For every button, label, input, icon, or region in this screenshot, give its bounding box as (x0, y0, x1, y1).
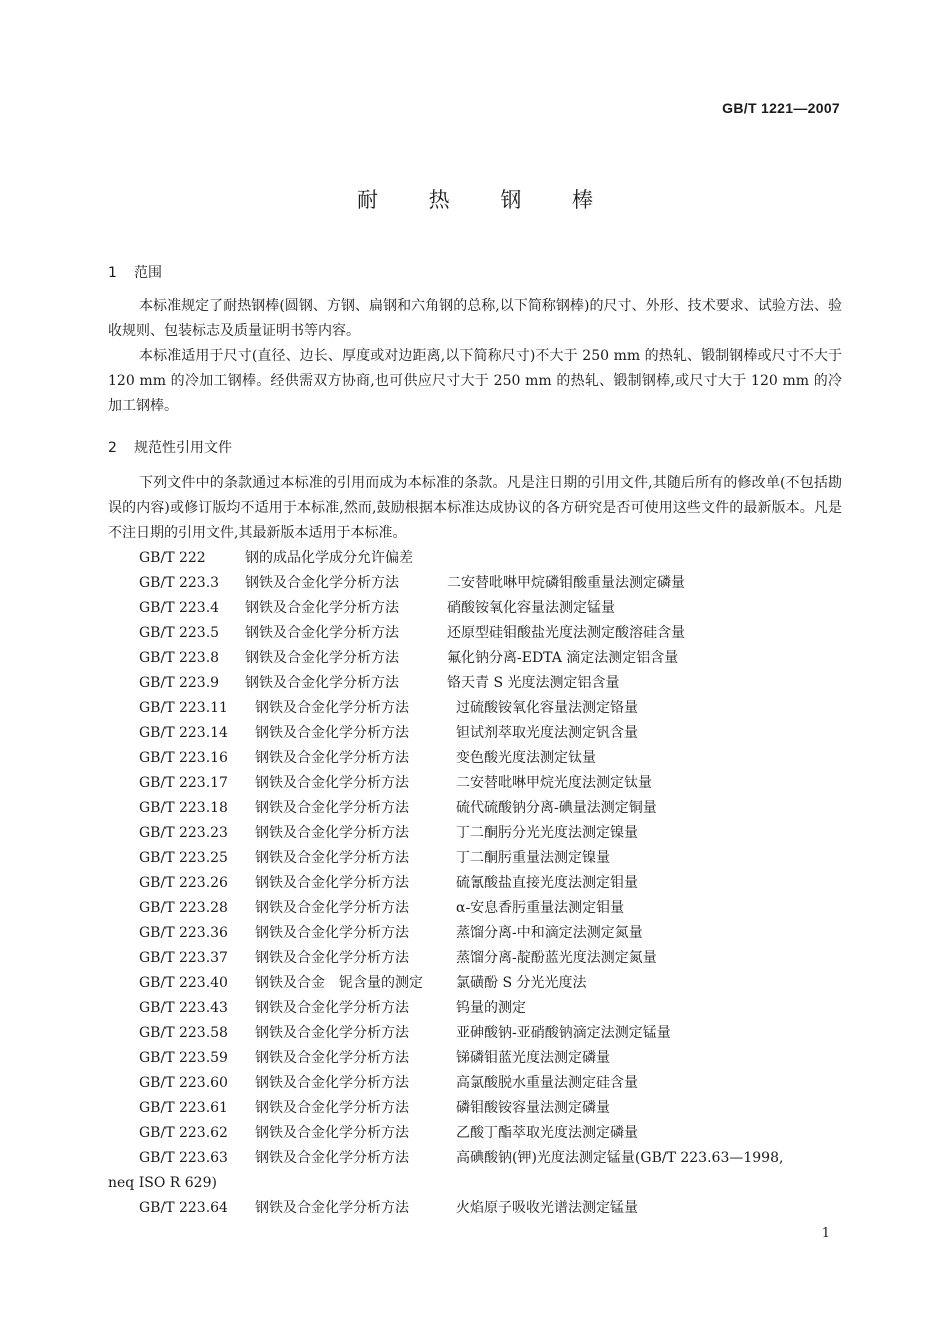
reference-name: 钢铁及合金化学分析方法 (245, 600, 399, 616)
reference-code: GB/T 223.8 (139, 650, 220, 666)
reference-code: GB/T 223.9 (139, 675, 220, 691)
reference-method: 过硫酸铵氧化容量法测定铬量 (456, 700, 638, 716)
reference-item (108, 1146, 848, 1196)
reference-item (108, 596, 848, 621)
reference-name: 钢铁及合金化学分析方法 (255, 900, 409, 916)
reference-item (108, 571, 848, 596)
reference-name: 钢铁及合金化学分析方法 (255, 750, 409, 766)
reference-name: 钢铁及合金化学分析方法 (255, 1075, 409, 1091)
reference-item (108, 821, 848, 846)
reference-method: 乙酸丁酯萃取光度法测定磷量 (456, 1125, 638, 1141)
reference-name: 钢铁及合金化学分析方法 (255, 1125, 409, 1141)
reference-code: GB/T 223.5 (139, 625, 220, 641)
reference-item (108, 746, 848, 771)
reference-code: GB/T 223.4 (139, 600, 220, 616)
reference-item (108, 1021, 848, 1046)
reference-method: 磷钼酸铵容量法测定磷量 (456, 1100, 610, 1116)
reference-method: 亚砷酸钠-亚硝酸钠滴定法测定锰量 (456, 1025, 671, 1041)
reference-name: 钢铁及合金化学分析方法 (255, 1200, 409, 1216)
reference-item (108, 1196, 848, 1221)
reference-method: 蒸馏分离-中和滴定法测定氮量 (456, 925, 643, 941)
reference-name: 钢铁及合金化学分析方法 (245, 675, 399, 691)
reference-code: GB/T 223.62 (139, 1125, 228, 1141)
section-title: 范围 (134, 265, 162, 281)
reference-name: 钢的成品化学成分允许偏差 (245, 550, 413, 566)
reference-method: 高碘酸钠(钾)光度法测定锰量(GB/T 223.63—1998, (456, 1150, 784, 1166)
reference-item (108, 1046, 848, 1071)
reference-code: GB/T 223.43 (139, 1000, 228, 1016)
reference-item (108, 796, 848, 821)
reference-method: 钨量的测定 (456, 1000, 526, 1016)
section-1-paragraph-1: 本标准规定了耐热钢棒(圆钢、方钢、扁钢和六角钢的总称,以下简称钢棒)的尺寸、外形、技术要求、试验方法、验收规则、包装标志及质量证明书等内容。 (108, 298, 842, 339)
reference-code: GB/T 223.17 (139, 775, 228, 791)
reference-code: GB/T 223.63 (139, 1150, 228, 1166)
reference-method: 铬天青 S 光度法测定铝含量 (447, 675, 620, 691)
reference-item (108, 621, 848, 646)
reference-name: 钢铁及合金化学分析方法 (255, 1100, 409, 1116)
reference-code: GB/T 223.11 (139, 700, 228, 716)
normative-references-list (108, 546, 848, 1221)
reference-item (108, 1096, 848, 1121)
reference-item (108, 1071, 848, 1096)
reference-method: 丁二酮肟分光光度法测定镍量 (456, 825, 638, 841)
reference-name: 钢铁及合金化学分析方法 (255, 1150, 409, 1166)
reference-name: 钢铁及合金 铌含量的测定 (255, 975, 423, 991)
reference-code: GB/T 223.37 (139, 950, 228, 966)
reference-code: GB/T 223.58 (139, 1025, 228, 1041)
section-2-heading (108, 437, 232, 457)
reference-method: 火焰原子吸收光谱法测定锰量 (456, 1200, 638, 1216)
reference-method: 氯磺酚 S 分光光度法 (456, 975, 587, 991)
reference-name: 钢铁及合金化学分析方法 (255, 925, 409, 941)
reference-method: 硝酸铵氧化容量法测定锰量 (447, 600, 615, 616)
section-title: 规范性引用文件 (134, 440, 232, 456)
reference-code: GB/T 223.26 (139, 875, 228, 891)
reference-code: GB/T 223.61 (139, 1100, 228, 1116)
section-1-heading (108, 262, 162, 282)
reference-item (108, 546, 848, 571)
reference-name: 钢铁及合金化学分析方法 (255, 875, 409, 891)
section-1-paragraph-2: 本标准适用于尺寸(直径、边长、厚度或对边距离,以下简称尺寸)不大于 250 mm 的热轧、锻制钢棒或尺寸不大于 120 mm 的冷加工钢棒。经供需双方协商,也可供应尺寸大于 250 mm 的热轧、锻制钢棒,或尺寸大于 120 mm 的冷加工钢棒。 (108, 348, 842, 414)
reference-code: GB/T 223.59 (139, 1050, 228, 1066)
reference-item (108, 921, 848, 946)
reference-method: 二安替吡啉甲烷光度法测定钛量 (456, 775, 652, 791)
reference-method: 丁二酮肟重量法测定镍量 (456, 850, 610, 866)
reference-name: 钢铁及合金化学分析方法 (255, 1050, 409, 1066)
reference-code: GB/T 223.40 (139, 975, 228, 991)
section-number: 2 (108, 440, 117, 456)
reference-name: 钢铁及合金化学分析方法 (255, 800, 409, 816)
reference-item (108, 696, 848, 721)
reference-code: GB/T 223.64 (139, 1200, 228, 1216)
reference-code: GB/T 223.36 (139, 925, 228, 941)
reference-method: α-安息香肟重量法测定钼量 (456, 900, 625, 916)
reference-code: GB/T 222 (139, 550, 206, 566)
reference-name: 钢铁及合金化学分析方法 (245, 575, 399, 591)
reference-item (108, 646, 848, 671)
reference-name: 钢铁及合金化学分析方法 (255, 850, 409, 866)
reference-continuation: neq ISO R 629) (108, 1175, 217, 1191)
reference-code: GB/T 223.16 (139, 750, 228, 766)
reference-item (108, 721, 848, 746)
reference-name: 钢铁及合金化学分析方法 (255, 1000, 409, 1016)
reference-method: 还原型硅钼酸盐光度法测定酸溶硅含量 (447, 625, 685, 641)
reference-item (108, 871, 848, 896)
reference-item (108, 1121, 848, 1146)
reference-code: GB/T 223.28 (139, 900, 228, 916)
document-title: 耐 热 钢 棒 (356, 188, 616, 212)
reference-code: GB/T 223.3 (139, 575, 220, 591)
reference-item (108, 971, 848, 996)
reference-name: 钢铁及合金化学分析方法 (245, 650, 399, 666)
reference-method: 硫氰酸盐直接光度法测定钼量 (456, 875, 638, 891)
reference-item (108, 946, 848, 971)
reference-code: GB/T 223.18 (139, 800, 228, 816)
reference-item (108, 996, 848, 1021)
section-number: 1 (108, 265, 117, 281)
page-number: 1 (821, 1226, 830, 1241)
reference-item (108, 771, 848, 796)
reference-item (108, 671, 848, 696)
reference-code: GB/T 223.14 (139, 725, 228, 741)
reference-method: 变色酸光度法测定钛量 (456, 750, 596, 766)
reference-name: 钢铁及合金化学分析方法 (255, 825, 409, 841)
reference-name: 钢铁及合金化学分析方法 (255, 1025, 409, 1041)
reference-code: GB/T 223.25 (139, 850, 228, 866)
reference-method: 硫代硫酸钠分离-碘量法测定铜量 (456, 800, 657, 816)
reference-code: GB/T 223.23 (139, 825, 228, 841)
standard-code: GB/T 1221—2007 (722, 100, 840, 116)
reference-name: 钢铁及合金化学分析方法 (255, 950, 409, 966)
reference-code: GB/T 223.60 (139, 1075, 228, 1091)
reference-item (108, 846, 848, 871)
reference-method: 蒸馏分离-靛酚蓝光度法测定氮量 (456, 950, 657, 966)
section-2-paragraph-1: 下列文件中的条款通过本标准的引用而成为本标准的条款。凡是注日期的引用文件,其随后所有的修改单(不包括勘误的内容)或修订版均不适用于本标准,然而,鼓励根据本标准达成协议的各方研究是否可使用这些文件的最新版本。凡是不注日期的引用文件,其最新版本适用于本标准。 (108, 475, 842, 541)
reference-method: 氟化钠分离-EDTA 滴定法测定铝含量 (447, 650, 679, 666)
reference-name: 钢铁及合金化学分析方法 (245, 625, 399, 641)
reference-name: 钢铁及合金化学分析方法 (255, 700, 409, 716)
reference-method: 钽试剂萃取光度法测定钒含量 (456, 725, 638, 741)
reference-name: 钢铁及合金化学分析方法 (255, 725, 409, 741)
reference-method: 高氯酸脱水重量法测定硅含量 (456, 1075, 638, 1091)
reference-method: 二安替吡啉甲烷磷钼酸重量法测定磷量 (447, 575, 685, 591)
reference-item (108, 896, 848, 921)
reference-name: 钢铁及合金化学分析方法 (255, 775, 409, 791)
reference-method: 锑磷钼蓝光度法测定磷量 (456, 1050, 610, 1066)
